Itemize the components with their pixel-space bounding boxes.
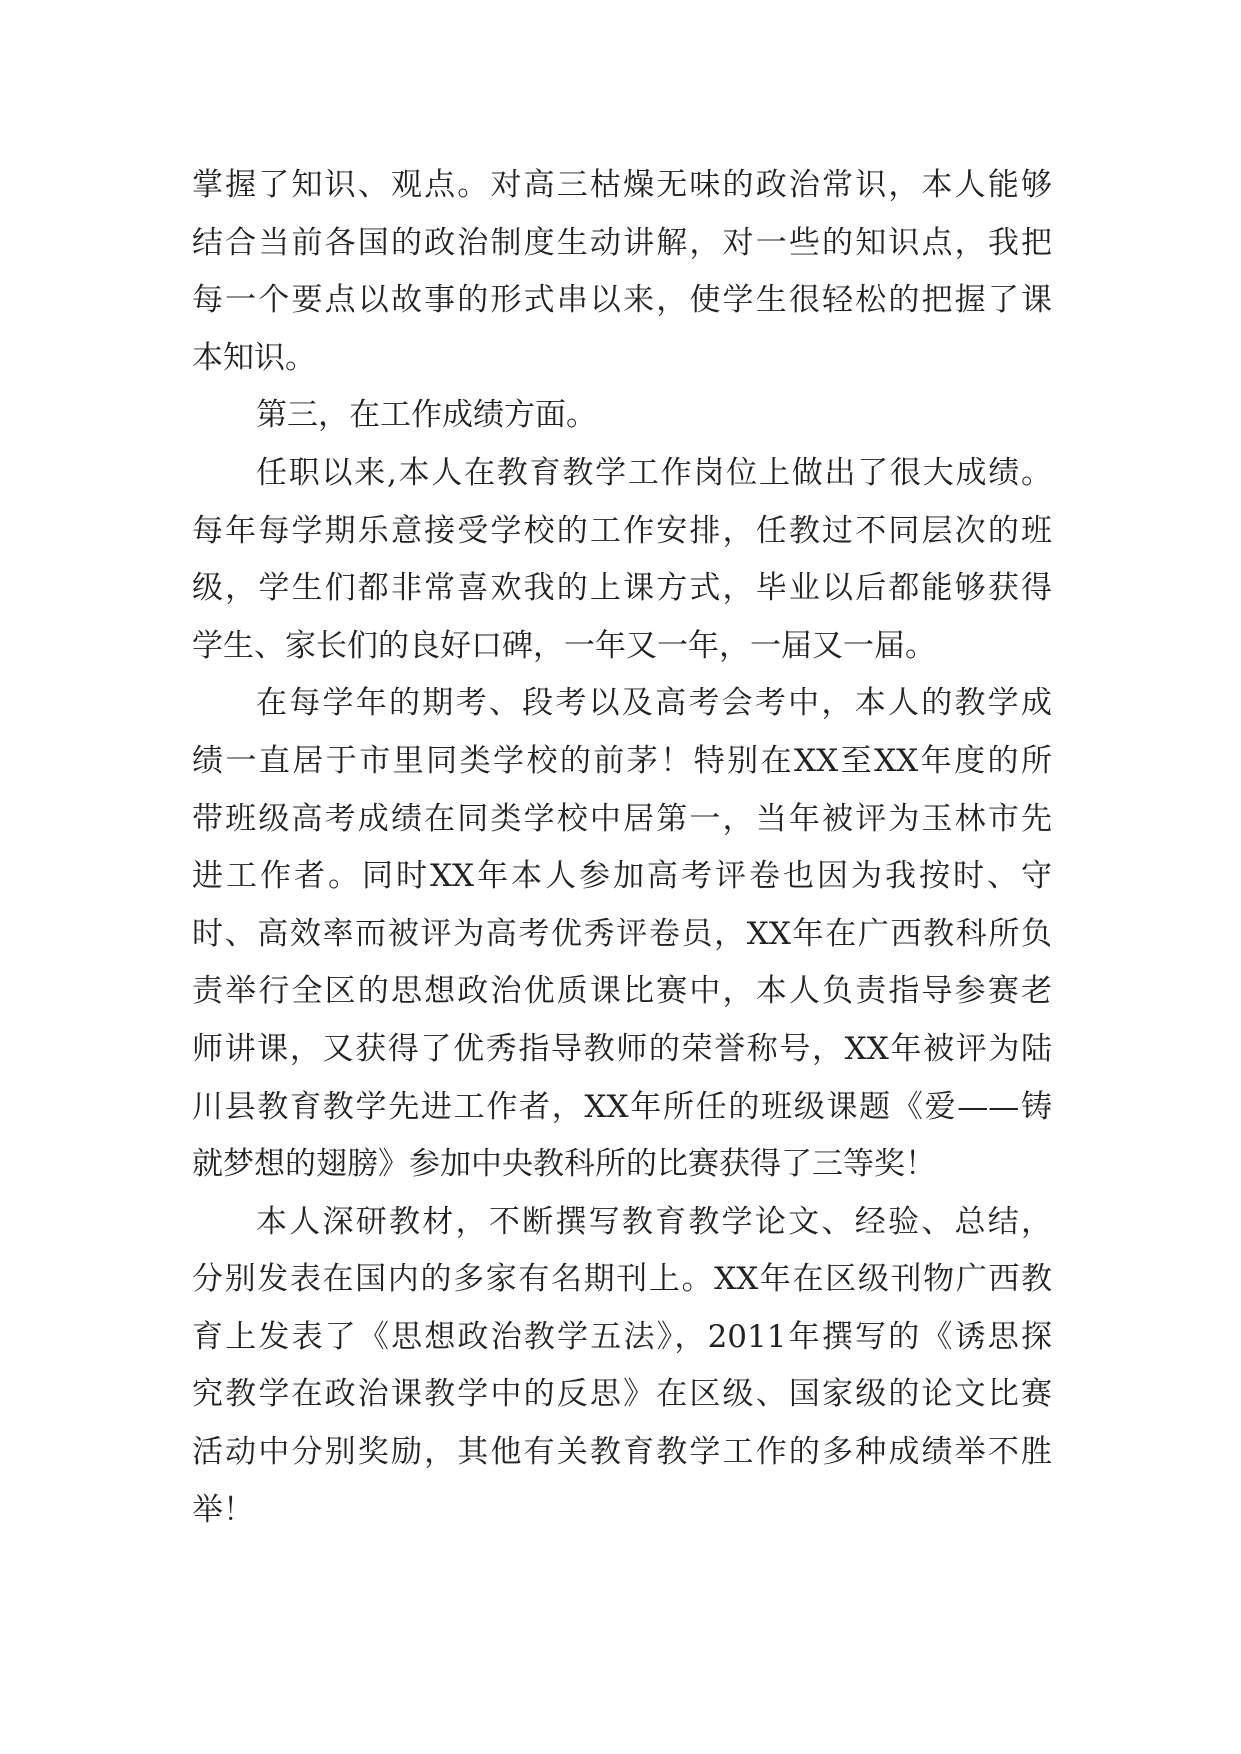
body-text bbox=[192, 157, 1052, 1539]
text-line: 学生、家长们的良好口碑，一年又一年，一届又一届。 bbox=[192, 627, 936, 664]
text-line: 结合当前各国的政治制度生动讲解，对一些的知识点，我把 bbox=[192, 224, 1052, 261]
text-line: 每年每学期乐意接受学校的工作安排，任教过不同层次的班 bbox=[192, 512, 1052, 549]
text-line: 每一个要点以故事的形式串以来，使学生很轻松的把握了课 bbox=[192, 282, 1052, 319]
text-line: 师讲课，又获得了优秀指导教师的荣誉称号，XX年被评为陆 bbox=[192, 1030, 1052, 1067]
text-line: 进工作者。同时XX年本人参加高考评卷也因为我按时、守 bbox=[192, 858, 1052, 895]
text-line: 绩一直居于市里同类学校的前茅！特别在XX至XX年度的所 bbox=[192, 742, 1052, 779]
text-line: 本知识。 bbox=[192, 339, 316, 376]
text-line: 级，学生们都非常喜欢我的上课方式，毕业以后都能够获得 bbox=[192, 570, 1052, 607]
section-heading: 第三，在工作成绩方面。 bbox=[256, 397, 597, 434]
text-line: 活动中分别奖励，其他有关教育教学工作的多种成绩举不胜 bbox=[192, 1434, 1052, 1471]
text-line: 育上发表了《思想政治教学五法》，2011年撰写的《诱思探 bbox=[192, 1318, 1052, 1355]
text-line: 责举行全区的思想政治优质课比赛中，本人负责指导参赛老 bbox=[192, 973, 1052, 1010]
text-line: 分别发表在国内的多家有名期刊上。XX年在区级刊物广西教 bbox=[192, 1261, 1052, 1298]
text-line: 举！ bbox=[192, 1491, 254, 1528]
text-line: 掌握了知识、观点。对高三枯燥无味的政治常识，本人能够 bbox=[192, 167, 1052, 203]
text-line: 带班级高考成绩在同类学校中居第一，当年被评为玉林市先 bbox=[192, 800, 1052, 837]
text-line: 时、高效率而被评为高考优秀评卷员，XX年在广西教科所负 bbox=[192, 915, 1052, 952]
text-line: 究教学在政治课教学中的反思》在区级、国家级的论文比赛 bbox=[192, 1376, 1052, 1413]
text-line: 就梦想的翅膀》参加中央教科所的比赛获得了三等奖！ bbox=[192, 1146, 936, 1183]
text-line: 本人深研教材，不断撰写教育教学论文、经验、总结， bbox=[256, 1203, 1052, 1240]
text-line: 川县教育教学先进工作者，XX年所任的班级课题《爱——铸 bbox=[192, 1088, 1052, 1125]
text-line: 任职以来,本人在教育教学工作岗位上做出了很大成绩。 bbox=[256, 454, 1052, 491]
text-line: 在每学年的期考、段考以及高考会考中，本人的教学成 bbox=[256, 685, 1052, 722]
